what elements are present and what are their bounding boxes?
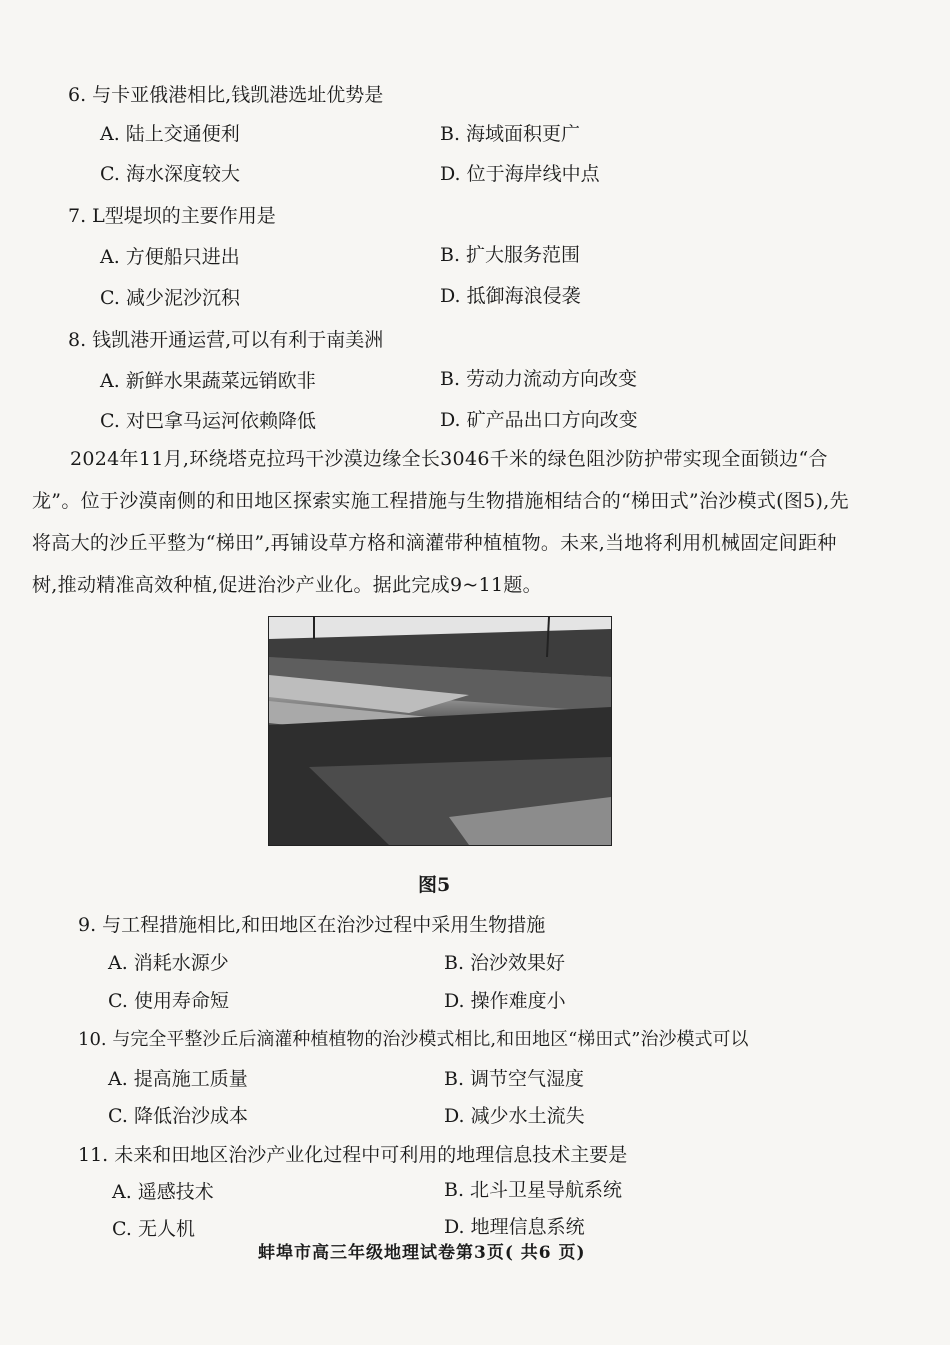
question-11-option-c: C. 无人机	[112, 1218, 195, 1240]
question-6-option-d: D. 位于海岸线中点	[440, 163, 600, 185]
question-7-option-c: C. 减少泥沙沉积	[100, 287, 240, 309]
question-6-option-a: A. 陆上交通便利	[100, 123, 240, 145]
question-8-stem: 8. 钱凯港开通运营,可以有利于南美洲	[68, 329, 384, 351]
question-6-stem: 6. 与卡亚俄港相比,钱凯港选址优势是	[68, 84, 384, 106]
question-10-option-a: A. 提高施工质量	[108, 1068, 248, 1090]
question-8-option-d: D. 矿产品出口方向改变	[440, 409, 638, 431]
question-7-option-d: D. 抵御海浪侵袭	[440, 285, 581, 307]
question-7-option-b: B. 扩大服务范围	[440, 244, 581, 266]
question-9-stem: 9. 与工程措施相比,和田地区在治沙过程中采用生物措施	[78, 914, 546, 936]
question-8-option-c: C. 对巴拿马运河依赖降低	[100, 410, 316, 432]
page-footer: 蚌埠市高三年级地理试卷第3页( 共6 页)	[258, 1243, 586, 1263]
question-9-option-c: C. 使用寿命短	[108, 990, 229, 1012]
question-11-option-a: A. 遥感技术	[112, 1181, 214, 1203]
question-10-option-d: D. 减少水土流失	[444, 1105, 585, 1127]
question-10-stem: 10. 与完全平整沙丘后滴灌种植植物的治沙模式相比,和田地区“梯田式”治沙模式可以	[78, 1029, 749, 1050]
question-6-option-c: C. 海水深度较大	[100, 163, 240, 185]
figure-caption: 图5	[418, 874, 451, 896]
question-6-option-b: B. 海域面积更广	[440, 123, 581, 145]
question-7-stem: 7. L型堤坝的主要作用是	[68, 205, 276, 227]
question-8-option-a: A. 新鲜水果蔬菜远销欧非	[100, 370, 316, 392]
question-10-option-c: C. 降低治沙成本	[108, 1105, 248, 1127]
photo-illustration	[269, 617, 611, 845]
terraced-sand-control-photo	[268, 616, 612, 846]
question-9-option-a: A. 消耗水源少	[108, 952, 229, 974]
question-10-option-b: B. 调节空气湿度	[444, 1068, 585, 1090]
reading-passage: 2024年11月,环绕塔克拉玛干沙漠边缘全长3046千米的绿色阻沙防护带实现全面锁边“合龙”。位于沙漠南侧的和田地区探索实施工程措施与生物措施相结合的“梯田式”治沙模式(图5),先将高大的沙丘平整为“梯田”,再铺设草方格和滴灌带种植植物。未来,当地将利用机械固定间距种树,推动精准高效种植,促进治沙产业化。据此完成9~11题。	[32, 448, 849, 596]
question-11-stem: 11. 未来和田地区治沙产业化过程中可利用的地理信息技术主要是	[78, 1144, 628, 1166]
question-11-option-b: B. 北斗卫星导航系统	[444, 1179, 623, 1201]
question-9-option-d: D. 操作难度小	[444, 990, 566, 1012]
question-9-option-b: B. 治沙效果好	[444, 952, 566, 974]
question-11-option-d: D. 地理信息系统	[444, 1216, 585, 1238]
question-8-option-b: B. 劳动力流动方向改变	[440, 368, 638, 390]
question-7-option-a: A. 方便船只进出	[100, 246, 240, 268]
